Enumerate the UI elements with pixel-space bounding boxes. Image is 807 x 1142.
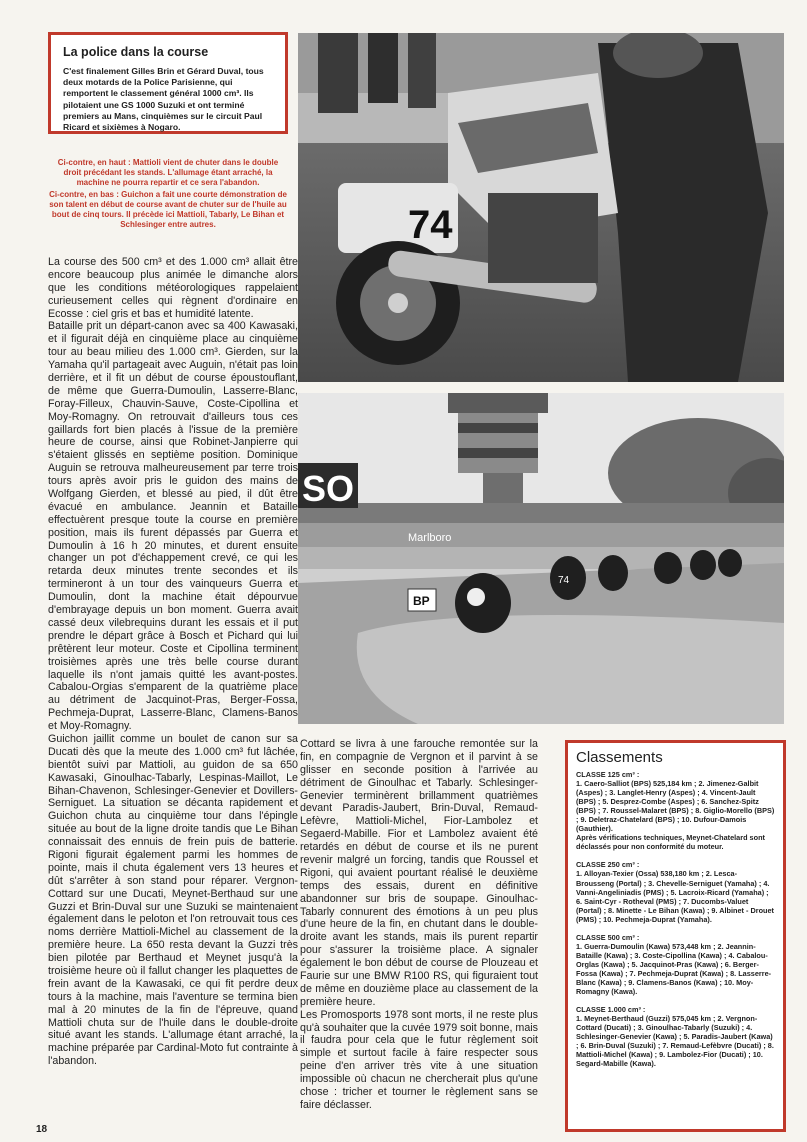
photo-captions [48,158,288,232]
paragraph: Cottard se livra à une farouche remontée sur la fin, en compagnie de Vergnon et il parvint à se glisser en seconde position à l'arrivée au détriment de Ginoulhac et Tabarly. Schlesinger-Genevier terminèrent brillamment quatrièmes devant Paradis-Jaubert, Brin-Duval, Remaud-Lefèvre, Mattioli-Michel, Fior-Lambolez et Segaerd-Mabille. Fior et Lambolez avaient été retardés en début de course et ils ne purent revenir malgré un forcing, tandis que Roussel et Rigoni, qui avaient pourtant réalisé le deuxième temps des essais, durent en définitive abandonner sur bris de soupape. Ginoulhac-Tabarly connurent des émotions à un peu plus d'une heure de la fin, en chutant dans le double-droite avant les stands, mais ils purent repartir pour s'assurer la troisième place. A signaler également le bon début de course de Plouzeau et Faurie sur une BMW R100 RS, qui figuraient tout de même en douzième place au classement de la première heure. [300,738,538,1008]
caption-top: Ci-contre, en haut : Mattioli vient de chuter dans le double droit précédant les stands. L'allumage étant arraché, la machine ne pourra repartir et ce sera l'abandon. [57,158,279,188]
paragraph: Bataille prit un départ-canon avec sa 400 Kawasaki, et il figurait déjà en cinquième place au cinquième tour au beau milieu des 1.000 cm³. Gierden, sur la Yamaha qu'il partageait avec Auguin, n'était pas loin derrière, et il fit un début de course époustouflant, de même que Guerra-Dumoulin, Lasserre-Blanc, Foray-Filleux, Chauvin-Sauve, Coste-Cipollina et Moy-Romagny. On retrouvait d'ailleurs tous ces gaillards fort bien placés à l'issue de la première heure de course, ainsi que Robinet-Janpierre qui s'étaient glissés en septième position. Dominique Auguin se retrouva malheureusement par terre trois tours après avoir pris le guidon des mains de Wolfgang Gierden, et blessé au pied, il dût être évacué en ambulance. Jeannin et Bataille effectuèrent presque toute la course en première position, mais ils furent dépassés par Guerra et Dumoulin à 16 h 20 minutes, et durent ensuite changer un pot d'échappement crevé, ce qui les retarda deux minutes trente secondes et ils termineront à un tour des vainqueurs Guerra et Dumoulin, dont la machine était dépourvue d'embrayage depuis un bon moment. Guerra avait cassé deux vilebrequins durant les essais et il put prendre le départ grâce à Bosch et Pichard qui lui prêtèrent leur moteur. Coste et Cipollina terminent troisièmes après une très belle course durant laquelle ils n'ont jamais quitté les avant-postes. Cabalou-Orgias s'emparent de la quatrième place au détriment de Jacquinot-Pras, Berger-Fossa, Pechmeja-Duprat, Lasserre-Blanc, Clamens-Banos et Moy-Romagny. [48,320,298,733]
classements-title: Classements [576,749,663,766]
paragraph: Les Promosports 1978 sont morts, il ne reste plus qu'à souhaiter que la cuvée 1979 soit bonne, mais il faudra pour cela que le futur règlement soit simple et surtout facile à faire respecter sous peine d'en arriver très vite à une situation impossible où chacun ne chercherait plus qu'une chose : tricher et tourner le règlement sans se faire déclasser. [300,1008,538,1111]
class-results: 1. Guerra-Dumoulin (Kawa) 573,448 km ; 2. Jeannin-Bataille (Kawa) ; 3. Coste-Cipollina (Kawa) ; 4. Cabalou-Orglas (Kawa) ; 5. Jacquinot-Pras (Kawa) ; 6. Berger-Fossa (Kawa) ; 7. Pechmeja-Duprat (Kawa) ; 8. Lasserre-Blanc (Kawa) ; 9. Clamens-Banos (Kawa) ; 10. Moy-Romagny (Kawa). [576,941,772,997]
sidebar-title: La police dans la course [63,45,209,59]
article-column-1 [48,256,298,1068]
paragraph: Guichon jaillit comme un boulet de canon sur sa Ducati dès que la meute des 1.000 cm³ fut lâchée, bientôt suivi par Mattioli, au guidon de sa 650 Kawasaki, Ginoulhac-Tabarly, Lespinas-Maillot, Le Bihan-Chavenon, Schlesinger-Genevier et Dovillers-Serniguet. La situation se décanta rapidement et Guichon chuta au cinquième tour dans l'épingle située au bout de la ligne droite tandis que Le Bihan connaissait des ennuis de frein puis de batterie. Rigoni figurait également parmi les hommes de pointe, mais il chuta également vers 13 heures et dût s'arrêter à son stand pour réparer. Vergnon-Cottard sur une Ducati, Meynet-Berthaud sur une Guzzi et Brin-Duval sur une Suzuki se maintenaient également dans le peloton et l'on retrouvait tous ces noms derrière Mattioli-Michel au classement de la première heure. La 650 resta devant la Guzzi très bien pilotée par Berthaud et Meynet jusqu'à la troisième heure où il fallut changer les plaquettes de frein avant de la Kawasaki, ce qui fit perdre deux tours à la machine, mais l'aventure se termina bien mal à 20 minutes de la fin de l'épreuve, quand Mattioli chuta sur de l'huile dans le double-droite situé avant les stands. L'allumage étant arraché, la machine préparée par Cardinal-Moto fut contrainte à l'abandon. [48,732,298,1068]
photo-race-track [298,393,784,724]
classements-box [565,740,786,1132]
class-results: 1. Caero-Salliot (BPS) 525,184 km ; 2. Jimenez-Galbit (Aspes) ; 3. Langlet-Henry (Aspes) ; 4. Vincent-Jault (BPS) ; 5. Desprez-Combe (Aspes) ; 6. Sanchez-Spitz (BPS) ; 7. Roussel-Malaret (BPS) ; 8. Giglio-Morello (BPS) ; 9. Deletraz-Chatelard (BPS) ; 10. Dufour-Damois (Gauthier). [576,779,775,834]
photo-crashed-motorcycle [298,33,784,382]
photo-bottom-sponsor: BP [413,594,430,608]
class-category [576,933,775,996]
sidebar-text: C'est finalement Gilles Brin et Gérard Duval, tous deux motards de la Police Parisienne, qui remportent le classement général 1000 cm³. Ils pilotaient une GS 1000 Suzuki et ont terminé premiers au Mans, cinquièmes sur le circuit Paul Ricard et sixièmes à Nogaro. [63,66,264,132]
photo-top-bike-number: 74 [408,203,453,247]
paragraph: La course des 500 cm³ et des 1.000 cm³ allait être encore beaucoup plus animée le dimanche alors que les conditions météorologiques rappelaient curieusement celles qui règnent d'ordinaire en Ecosse : ciel gris et bas et humidité latente. [48,256,298,320]
article-column-2 [300,738,538,1112]
photo-bottom-sign: SO [302,468,355,509]
photo-bottom-bike-number: 74 [558,575,570,586]
class-category [576,1005,775,1068]
class-note: Après vérifications techniques, Meynet-Chatelard sont déclassés pour non conformité du moteur. [576,833,765,852]
class-heading: CLASSE 125 cm³ : [576,770,640,779]
page-number: 18 [36,1124,48,1135]
class-results: 1. Alloyan-Texier (Ossa) 538,180 km ; 2. Lesca-Brousseng (Portal) ; 3. Chevelle-Serniguet (Yamaha) ; 4. Vanni-Angeliniadis (PMS) ; 5. Lacroix-Ricard (Yamaha) ; 6. Saint-Cyr - Rotheval (PMS) ; 7. Ducombs-Valuet (Portal) ; 8. Minette - Le Bihan (Kawa) ; 9. Albinet - Drouet (PMS) ; 10. Pechmeja-Duprat (Yamaha). [576,869,774,924]
class-heading: CLASSE 1.000 cm³ : [576,1005,646,1015]
photo-bottom-banner: Marlboro [408,532,452,544]
caption-bottom: Ci-contre, en bas : Guichon a fait une courte démonstration de son talent en début de course avant de chuter sur de l'huile au bout de cinq tours. Il précède ici Mattioli, Tabarly, Le Bihan et Schlesinger entre autres. [49,189,287,230]
police-sidebar-box [48,32,288,134]
class-results: 1. Meynet-Berthaud (Guzzi) 575,045 km ; 2. Vergnon-Cottard (Ducati) ; 3. Ginoulhac-Tabarly (Suzuki) ; 4. Schlesinger-Genevier (Kawa) ; 5. Paradis-Jaubert (Kawa) ; 6. Brin-Duval (Suzuki) ; 7. Remaud-Lefèbvre (Ducati) ; 8. Mattioli-Michel (Kawa) ; 9. Lambolez-Fior (Ducati) ; 10. Segard-Mabille (Kawa). [576,1014,774,1069]
class-category [576,860,775,923]
class-heading: CLASSE 500 cm³ : [576,932,640,942]
class-category [576,770,775,851]
class-heading: CLASSE 250 cm³ : [576,860,640,870]
